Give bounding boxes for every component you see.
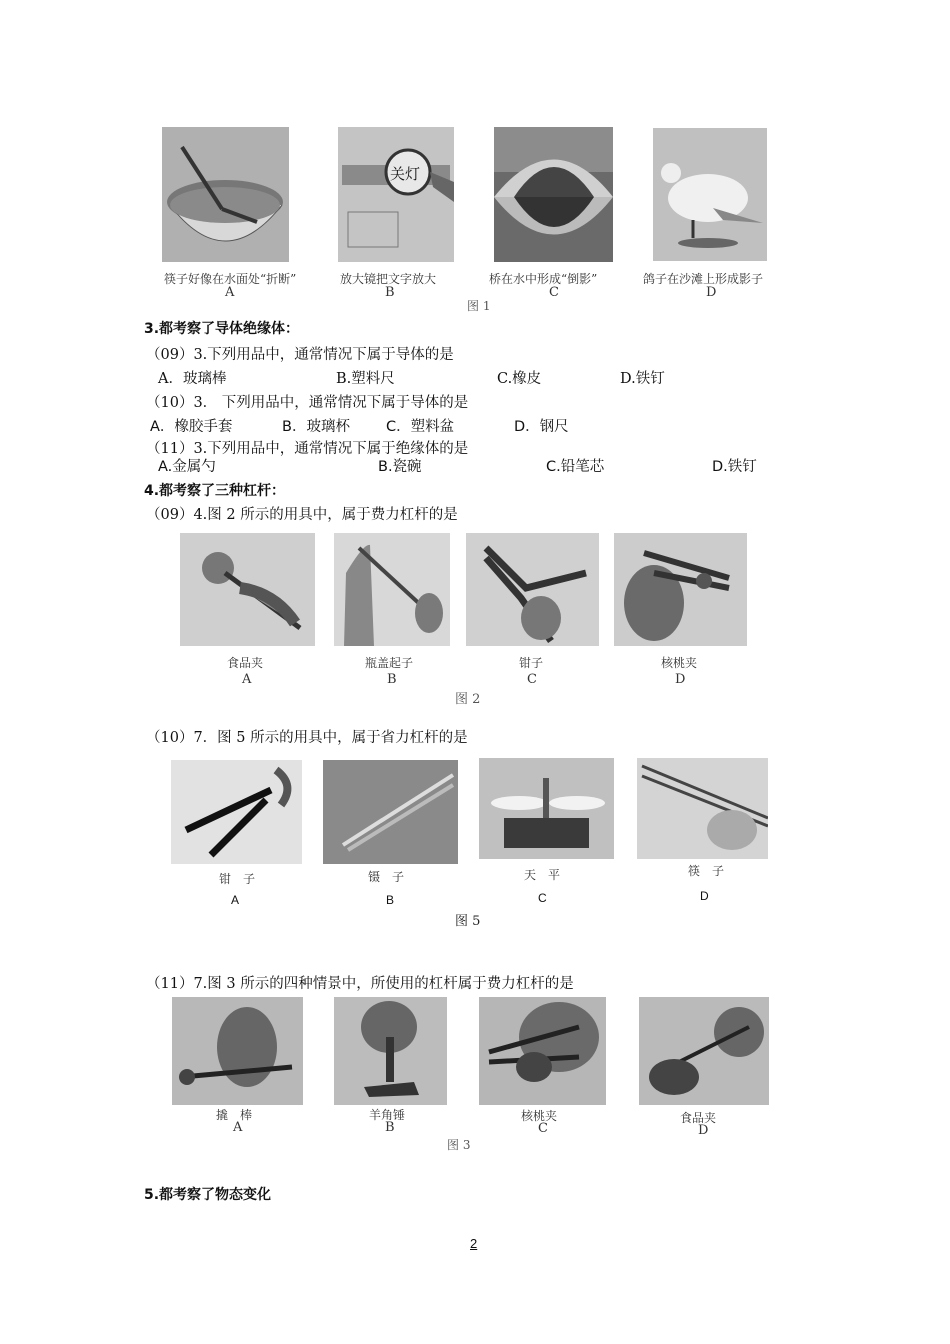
section4-heading: 4.都考察了三种杠杆： [144, 483, 286, 499]
figure1-letter-c: C [549, 285, 559, 300]
photo-bottle-opener [334, 533, 450, 646]
photo-tweezers [323, 760, 458, 864]
figure3-caption-d: 食品夹 [680, 1111, 717, 1125]
photo-chopsticks-bowl [162, 127, 289, 262]
figure2-label: 图 2 [455, 692, 481, 707]
section3-heading: 3.都考察了导体绝缘体： [144, 321, 300, 337]
figure2-letter-b: B [387, 672, 397, 687]
figure2-caption-d: 核桃夹 [661, 656, 698, 670]
photo-claw-hammer [334, 997, 447, 1105]
q11-3-option-c: C.铅笔芯 [546, 459, 605, 475]
photo-crowbar [172, 997, 303, 1105]
figure3-label: 图 3 [447, 1138, 471, 1152]
q09-3-option-a: A．玻璃棒 [158, 371, 227, 387]
figure2-caption-b: 瓶盖起子 [365, 656, 414, 670]
q11-3-option-b: B.瓷碗 [378, 459, 422, 475]
q10-7-stem: （10）7．图 5 所示的用具中，属于省力杠杆的是 [146, 730, 468, 746]
figure5-letter-b: B [386, 893, 395, 907]
figure1-letter-b: B [385, 285, 395, 300]
q09-3-option-b: B.塑料尺 [336, 371, 395, 387]
figure3-letter-a: A [233, 1120, 243, 1135]
q11-3-stem: （11）3.下列用品中，通常情况下属于绝缘体的是 [146, 441, 469, 457]
figure2-letter-c: C [527, 672, 537, 687]
page-number: 2 [470, 1236, 478, 1251]
figure3-caption-a: 撬 棒 [216, 1108, 253, 1122]
figure1-caption-d: 鸽子在沙滩上形成影子 [643, 272, 764, 286]
figure1-letter-d: D [706, 285, 717, 300]
photo-pliers [466, 533, 599, 646]
figure3-letter-c: C [538, 1121, 548, 1136]
figure3-letter-d: D [698, 1123, 709, 1138]
figure1-letter-a: A [225, 285, 235, 300]
photo-food-tongs [180, 533, 315, 646]
q10-3-stem: （10）3． 下列用品中，通常情况下属于导体的是 [146, 395, 469, 411]
figure5-caption-c: 天 平 [524, 868, 561, 882]
figure5-letter-d: D [700, 889, 709, 903]
figure3-caption-c: 核桃夹 [521, 1109, 558, 1123]
figure1-label: 图 1 [467, 299, 491, 313]
figure5-caption-a: 钳 子 [219, 872, 256, 886]
figure1-caption-c: 桥在水中形成“倒影” [489, 272, 598, 286]
q09-4-stem: （09）4.图 2 所示的用具中，属于费力杠杆的是 [146, 507, 458, 523]
figure5-letter-c: C [538, 891, 547, 905]
figure2-letter-d: D [675, 672, 686, 687]
q09-3-option-d: D.铁钉 [620, 371, 665, 387]
photo-food-tongs-2 [639, 997, 769, 1105]
q09-3-option-c: C.橡皮 [497, 371, 542, 387]
photo-chopsticks-hand [637, 758, 768, 859]
figure5-caption-d: 筷 子 [688, 864, 725, 878]
photo-pigeon-shadow [653, 128, 767, 261]
photo-bridge-reflection [494, 127, 613, 262]
photo-balance-scale [479, 758, 614, 859]
sign-text: 关灯 [390, 165, 421, 183]
figure5-letter-a: A [231, 893, 240, 907]
figure5-label: 图 5 [455, 914, 481, 929]
q11-3-option-a: A.金属勺 [158, 459, 216, 475]
photo-nutcracker-2 [479, 997, 606, 1105]
figure1-caption-b: 放大镜把文字放大 [340, 272, 437, 286]
q10-3-option-d: D．钢尺 [514, 419, 569, 435]
q11-7-stem: （11）7.图 3 所示的四种情景中，所使用的杠杆属于费力杠杆的是 [146, 976, 574, 992]
figure2-letter-a: A [242, 672, 252, 687]
section5-heading: 5.都考察了物态变化 [144, 1187, 272, 1203]
q11-3-option-d: D.铁钉 [712, 459, 757, 475]
photo-pliers-2 [171, 760, 302, 864]
figure1-caption-a: 筷子好像在水面处“折断” [164, 272, 297, 286]
figure3-caption-b: 羊角锤 [369, 1108, 406, 1122]
q09-3-stem: （09）3.下列用品中，通常情况下属于导体的是 [146, 347, 454, 363]
q10-3-option-a: A．橡胶手套 [150, 419, 233, 435]
figure2-caption-c: 钳子 [519, 656, 544, 670]
photo-nutcracker [614, 533, 747, 646]
figure5-caption-b: 镊 子 [368, 870, 405, 884]
figure2-caption-a: 食品夹 [227, 656, 264, 670]
photo-magnifier-sign [338, 127, 454, 262]
figure3-letter-b: B [385, 1120, 395, 1135]
q10-3-option-b: B．玻璃杯 [282, 419, 350, 435]
q10-3-option-c: C．塑料盆 [386, 419, 455, 435]
